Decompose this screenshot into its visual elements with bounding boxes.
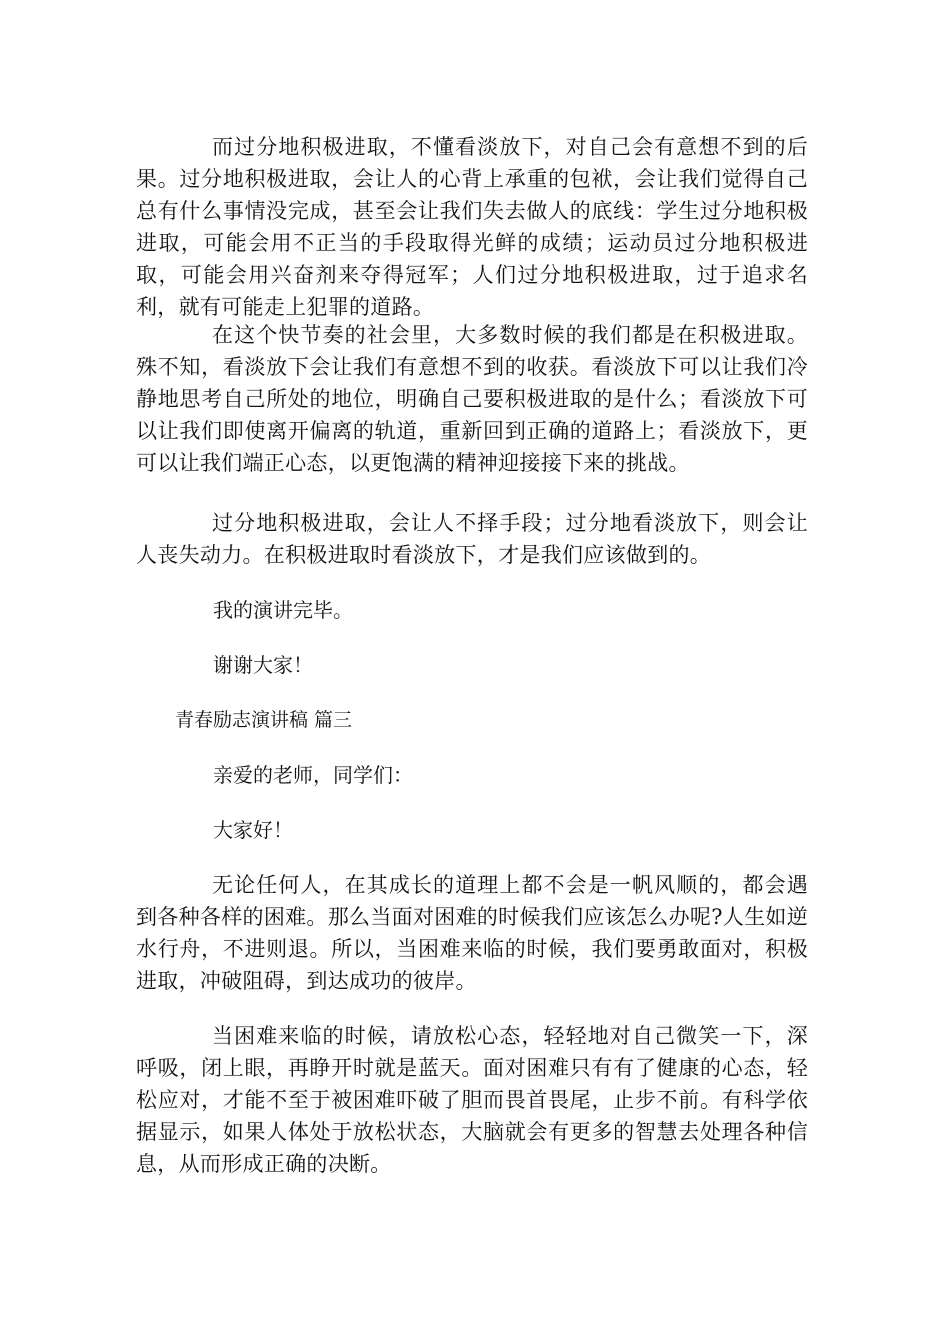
salutation-line: 亲爱的老师，同学们： xyxy=(213,763,413,787)
paragraph-relax-mindset: 当困难来临的时候，请放松心态，轻轻地对自己微笑一下，深呼吸，闭上眼，再睁开时就是蓝天。面对困难只有有了健康的心态，轻松应对，才能不至于被困难吓破了胆而畏首畏尾，止步不前。有科学依据显示，如果人体处于放松状态，大脑就会有更多的智慧去处理各种信息，从而形成正确的决断。 xyxy=(136,1024,808,1176)
thanks-line: 谢谢大家！ xyxy=(213,653,313,677)
paragraph-facing-difficulties: 无论任何人，在其成长的道理上都不会是一帆风顺的，都会遇到各种各样的困难。那么当面对困难的时候我们应该怎么办呢?人生如逆水行舟，不进则退。所以，当困难来临的时候，我们要勇敢面对，积极进取，冲破阻碍，到达成功的彼岸。 xyxy=(136,873,808,993)
section-heading: 青春励志演讲稿 篇三 xyxy=(175,709,353,731)
greeting-line: 大家好！ xyxy=(213,818,293,842)
speech-end-line: 我的演讲完毕。 xyxy=(213,598,353,622)
paragraph-excessive-striving: 而过分地积极进取，不懂看淡放下，对自己会有意想不到的后果。过分地积极进取，会让人的心背上承重的包袱，会让我们觉得自己总有什么事情没完成，甚至会让我们失去做人的底线：学生过分地积极进取，可能会用不正当的手段取得光鲜的成绩；运动员过分地积极进取，可能会用兴奋剂来夺得冠军；人们过分地积极进取，过于追求名利，就有可能走上犯罪的道路。 xyxy=(136,135,808,319)
paragraph-let-go-benefits: 在这个快节奏的社会里，大多数时候的我们都是在积极进取。殊不知，看淡放下会让我们有意想不到的收获。看淡放下可以让我们冷静地思考自己所处的地位，明确自己要积极进取的是什么；看淡放下可以让我们即使离开偏离的轨道，重新回到正确的道路上；看淡放下，更可以让我们端正心态，以更饱满的精神迎接接下来的挑战。 xyxy=(136,323,808,475)
paragraph-balance: 过分地积极进取，会让人不择手段；过分地看淡放下，则会让人丧失动力。在积极进取时看淡放下，才是我们应该做到的。 xyxy=(136,511,808,567)
